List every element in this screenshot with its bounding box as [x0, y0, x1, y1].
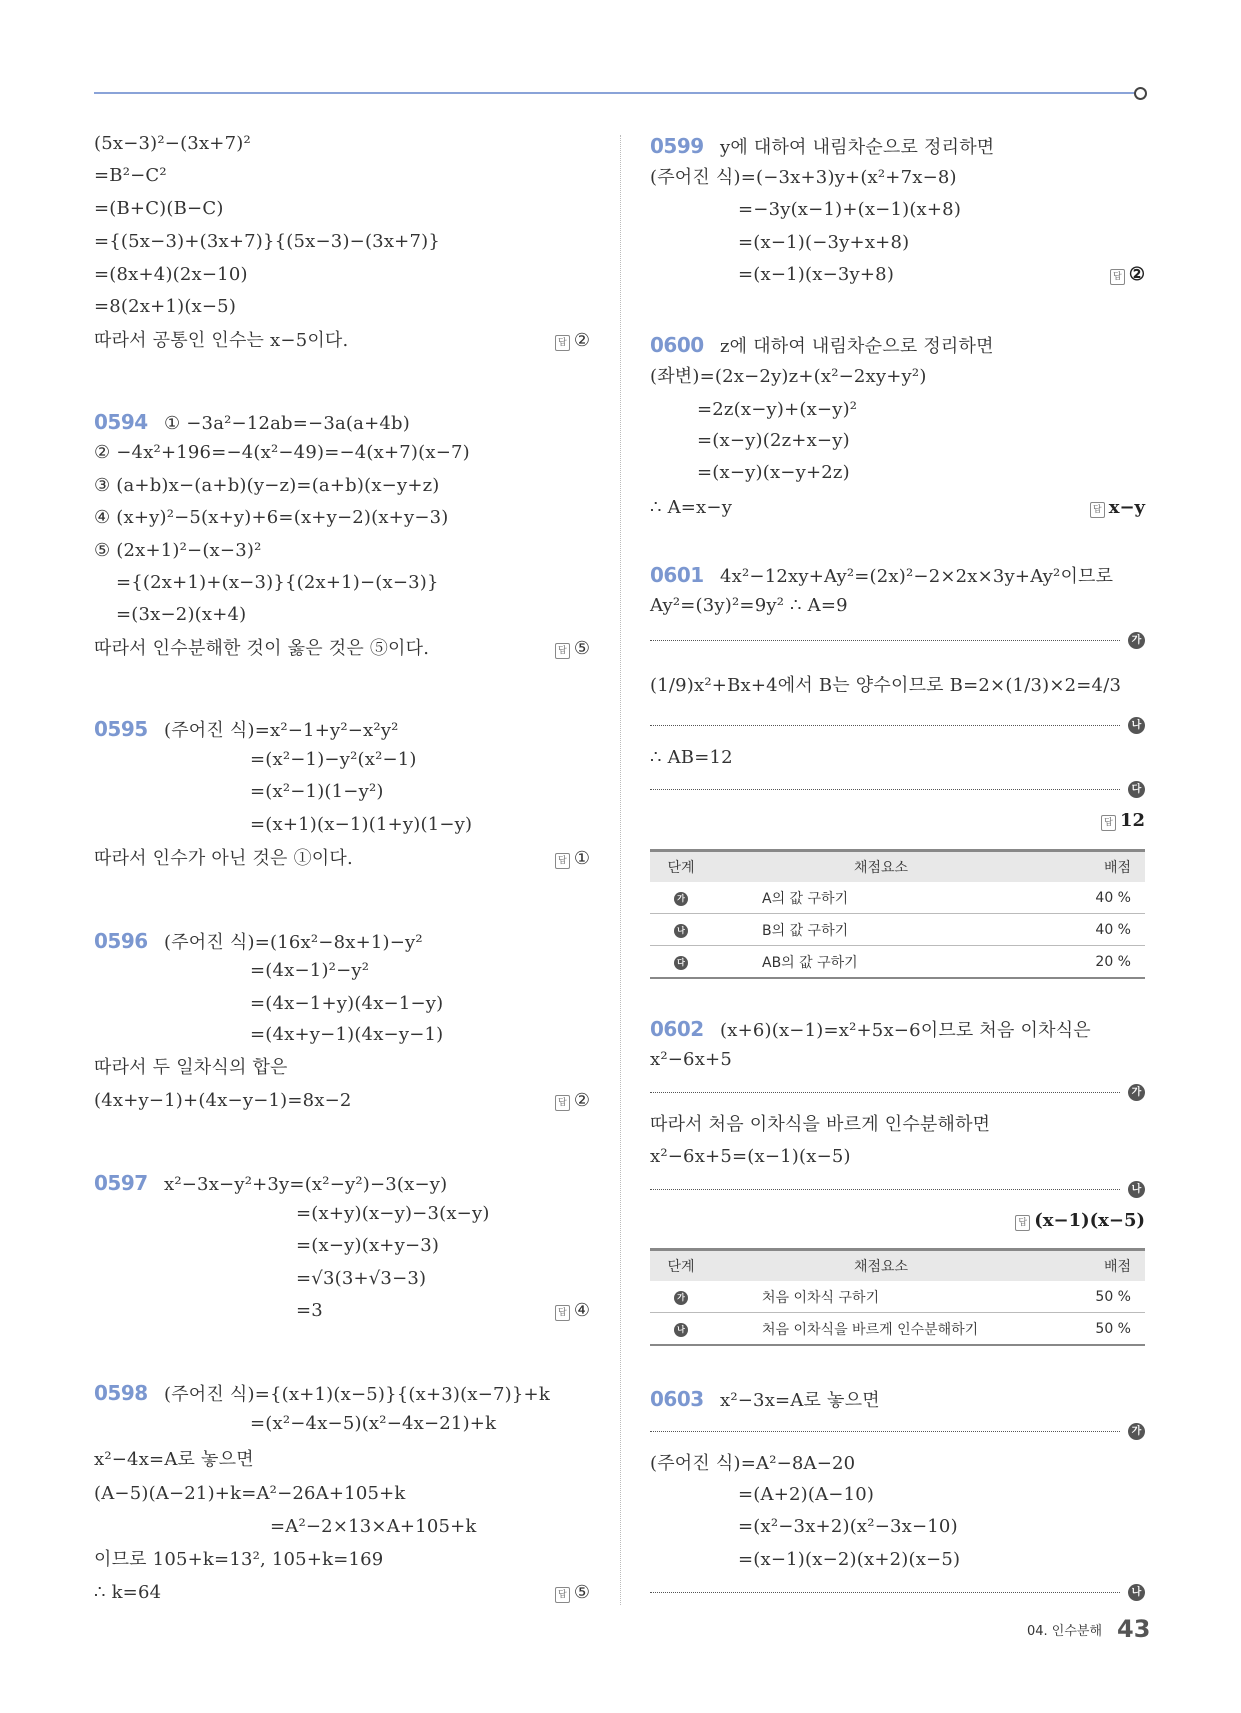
solution-text: =(x²−1)−y²(x²−1): [250, 749, 417, 770]
problem-number: 0599: [650, 134, 704, 158]
solution-line: [94, 229, 440, 255]
solution-text: =−3y(x−1)+(x−1)(x+8): [738, 199, 962, 220]
solution-line: [650, 673, 1121, 699]
solution-text: =3: [296, 1300, 323, 1321]
criteria: B의 값 구하기: [712, 914, 1050, 946]
step-mark-icon: 가: [674, 1291, 688, 1305]
answer-icon: 답: [1015, 1215, 1030, 1231]
answer-0601: [1020, 808, 1145, 834]
step-divider: [650, 1189, 1120, 1190]
column-divider: [620, 135, 621, 1605]
solution-line: [94, 473, 440, 499]
answer-marker: [995, 262, 1145, 288]
solution-line: [94, 163, 167, 189]
solution-text: ② −4x²+196=−4(x²−49)=−4(x+7)(x−7): [94, 442, 470, 463]
solution-text: =(B+C)(B−C): [94, 198, 224, 219]
solution-text: 이므로 105+k=13², 105+k=169: [94, 1549, 384, 1570]
solution-text: =A²−2×13×A+105+k: [270, 1516, 477, 1537]
solution-text: =(4x+y−1)(4x−y−1): [250, 1024, 444, 1045]
solution-line: [94, 196, 224, 222]
solution-line: [94, 131, 251, 157]
header-rule: [94, 92, 1136, 94]
solution-text: =(x²−3x+2)(x²−3x−10): [738, 1516, 958, 1537]
step-divider: [650, 640, 1120, 641]
solution-text: z에 대하여 내림차순으로 정리하면: [720, 336, 994, 357]
solution-text: Ay²=(3y)²=9y² ∴ A=9: [650, 595, 848, 616]
solution-text: ∴ A=x−y: [650, 497, 733, 518]
solution-line: [738, 1482, 874, 1508]
header-step: 단계: [650, 1250, 712, 1282]
solution-text: ④ (x+y)²−5(x+y)+6=(x+y−2)(x+y−3): [94, 507, 449, 528]
solution-text: ={(5x−3)+(3x+7)}{(5x−3)−(3x+7)}: [94, 231, 440, 252]
table-row: [650, 914, 1145, 946]
solution-text: y에 대하여 내림차순으로 정리하면: [720, 137, 995, 158]
answer-marker: [440, 1088, 590, 1114]
solution-line: [650, 165, 957, 191]
solution-text: (좌변)=(2x−2y)z+(x²−2xy+y²): [650, 366, 927, 387]
answer-0602: [935, 1208, 1145, 1234]
solution-line: [650, 1144, 851, 1170]
solution-line: [650, 562, 1113, 588]
scoring-table-0601: [650, 849, 1145, 979]
solution-line: [94, 928, 423, 954]
header-rule-end-dot: [1134, 87, 1147, 100]
solution-text: ={(2x+1)+(x−3)}{(2x+1)−(x−3)}: [116, 572, 439, 593]
solution-text: (주어진 식)=x²−1+y²−x²y²: [164, 720, 399, 741]
answer-marker: [440, 636, 590, 662]
header-score: 배점: [1050, 1250, 1145, 1282]
solution-line: [94, 328, 348, 354]
solution-line: [94, 538, 262, 564]
solution-line: [116, 602, 246, 628]
problem-number: 0601: [650, 563, 704, 587]
answer-value: ②: [573, 1090, 590, 1111]
solution-line: [250, 747, 417, 773]
solution-text: x²−4x=A로 놓으면: [94, 1449, 254, 1470]
answer-marker: [995, 495, 1145, 521]
solution-text: =B²−C²: [94, 165, 167, 186]
solution-line: [250, 991, 443, 1017]
step-mark-icon: 가: [674, 892, 688, 906]
solution-line: [94, 1380, 550, 1406]
solution-line: [738, 1547, 960, 1573]
criteria: AB의 값 구하기: [712, 946, 1050, 979]
answer-icon: 답: [1110, 269, 1125, 285]
solution-line: [296, 1298, 323, 1324]
solution-line: [738, 1514, 958, 1540]
solution-text: =(x²−4x−5)(x²−4x−21)+k: [250, 1413, 497, 1434]
page-number: 43: [1117, 1615, 1151, 1643]
answer-value: (x−1)(x−5): [1034, 1210, 1145, 1231]
answer-marker: [440, 1298, 590, 1324]
solution-text: =(x−1)(−3y+x+8): [738, 232, 910, 253]
solution-text: (1/9)x²+Bx+4에서 B는 양수이므로 B=2×(1/3)×2=4/3: [650, 675, 1122, 696]
answer-icon: 답: [555, 853, 570, 869]
solution-line: [94, 716, 399, 742]
solution-text: =√3(3+√3−3): [296, 1268, 427, 1289]
scoring-table-0602: [650, 1248, 1145, 1346]
solution-text: =(4x−1)²−y²: [250, 960, 370, 981]
solution-line: [94, 1447, 254, 1473]
solution-line: [94, 1055, 288, 1081]
step-mark-icon: 가: [1128, 1084, 1145, 1101]
table-row: [650, 882, 1145, 914]
score: 40 %: [1050, 914, 1145, 946]
solution-text: =(x+1)(x−1)(1+y)(1−y): [250, 814, 473, 835]
step-divider: [650, 725, 1120, 726]
solution-text: =(8x+4)(2x−10): [94, 264, 248, 285]
criteria: 처음 이차식 구하기: [712, 1281, 1050, 1313]
step-mark-icon: 다: [674, 956, 688, 970]
solution-text: 4x²−12xy+Ay²=(2x)²−2×2x×3y+Ay²이므로: [720, 566, 1114, 587]
solution-line: [250, 1022, 443, 1048]
solution-text: =(x²−1)(1−y²): [250, 781, 384, 802]
solution-text: =(x−1)(x−2)(x+2)(x−5): [738, 1549, 961, 1570]
solution-text: =8(2x+1)(x−5): [94, 296, 237, 317]
solution-line: [94, 294, 236, 320]
solution-text: 따라서 공통인 인수는 x−5이다.: [94, 330, 349, 351]
answer-value: ②: [573, 330, 590, 351]
step-divider: [650, 789, 1120, 790]
step-mark-icon: 나: [1128, 1181, 1145, 1198]
answer-value: ④: [573, 1300, 590, 1321]
solution-line: [94, 846, 353, 872]
problem-number: 0598: [94, 1381, 148, 1405]
score: 20 %: [1050, 946, 1145, 979]
solution-line: [650, 745, 733, 771]
solution-line: [650, 332, 994, 358]
answer-value: x−y: [1108, 497, 1145, 518]
answer-icon: 답: [1101, 815, 1116, 831]
solution-text: ③ (a+b)x−(a+b)(y−z)=(a+b)(x−y+z): [94, 475, 440, 496]
step-mark-icon: 가: [1128, 632, 1145, 649]
solution-line: [270, 1514, 477, 1540]
problem-number: 0596: [94, 929, 148, 953]
solution-text: =(x−1)(x−3y+8): [738, 264, 895, 285]
problem-number: 0600: [650, 333, 704, 357]
solution-line: [94, 505, 448, 531]
score: 40 %: [1050, 882, 1145, 914]
solution-line: [697, 460, 850, 486]
problem-number: 0595: [94, 717, 148, 741]
criteria: 처음 이차식을 바르게 인수분해하기: [712, 1313, 1050, 1346]
solution-line: [94, 1580, 161, 1606]
solution-text: (4x+y−1)+(4x−y−1)=8x−2: [94, 1090, 352, 1111]
answer-icon: 답: [555, 643, 570, 659]
solution-text: =(x−y)(x+y−3): [296, 1235, 440, 1256]
answer-value: ⑤: [573, 638, 590, 659]
solution-text: (x+6)(x−1)=x²+5x−6이므로 처음 이차식은: [720, 1020, 1091, 1041]
problem-number: 0603: [650, 1387, 704, 1411]
step-mark-icon: 나: [1128, 717, 1145, 734]
table-row: [650, 946, 1145, 979]
solution-text: (5x−3)²−(3x+7)²: [94, 133, 251, 154]
solution-line: [738, 230, 909, 256]
step-mark-icon: 다: [1128, 781, 1145, 798]
solution-text: =(4x−1+y)(4x−1−y): [250, 993, 444, 1014]
solution-line: [94, 262, 248, 288]
solution-line: [94, 1547, 383, 1573]
step-mark-icon: 나: [674, 1323, 688, 1337]
solution-line: [650, 1016, 1091, 1042]
solution-line: [296, 1233, 439, 1259]
problem-number: 0594: [94, 410, 148, 434]
solution-line: [94, 636, 429, 662]
answer-icon: 답: [555, 1095, 570, 1111]
answer-icon: 답: [1090, 502, 1105, 518]
solution-line: [94, 409, 410, 435]
solution-line: [250, 812, 472, 838]
solution-line: [650, 1451, 855, 1477]
answer-value: 12: [1119, 810, 1145, 831]
header-score: 배점: [1050, 851, 1145, 883]
solution-line: [296, 1201, 490, 1227]
solution-line: [250, 779, 384, 805]
solution-text: =2z(x−y)+(x−y)²: [697, 399, 858, 420]
solution-line: [94, 440, 470, 466]
solution-text: =(x−y)(2z+x−y): [697, 430, 850, 451]
solution-text: =(x+y)(x−y)−3(x−y): [296, 1203, 490, 1224]
criteria: A의 값 구하기: [712, 882, 1050, 914]
solution-text: x²−6x+5=(x−1)(x−5): [650, 1146, 851, 1167]
solution-text: (주어진 식)=A²−8A−20: [650, 1453, 856, 1474]
step-divider: [650, 1092, 1120, 1093]
answer-value: ②: [1128, 264, 1145, 285]
solution-line: [650, 1047, 732, 1073]
solution-line: [94, 1088, 352, 1114]
score: 50 %: [1050, 1281, 1145, 1313]
solution-text: =(A+2)(A−10): [738, 1484, 875, 1505]
solution-line: [697, 397, 857, 423]
solution-text: ① −3a²−12ab=−3a(a+4b): [164, 413, 410, 434]
solution-line: [650, 364, 927, 390]
solution-line: [738, 262, 894, 288]
answer-marker: [440, 1580, 590, 1606]
solution-line: [94, 1481, 406, 1507]
solution-line: [650, 1112, 990, 1138]
solution-text: x²−3x=A로 놓으면: [720, 1390, 880, 1411]
problem-number: 0602: [650, 1017, 704, 1041]
solution-text: =(3x−2)(x+4): [116, 604, 247, 625]
table-row: [650, 1313, 1145, 1346]
problem-number: 0597: [94, 1171, 148, 1195]
solution-text: (주어진 식)=(−3x+3)y+(x²+7x−8): [650, 167, 957, 188]
solution-line: [116, 570, 439, 596]
solution-text: ∴ AB=12: [650, 747, 733, 768]
solution-line: [650, 133, 994, 159]
solution-text: x²−6x+5: [650, 1049, 732, 1070]
table-row: [650, 1281, 1145, 1313]
step-mark-icon: 나: [674, 924, 688, 938]
solution-text: 따라서 처음 이차식을 바르게 인수분해하면: [650, 1114, 991, 1135]
answer-marker: [440, 846, 590, 872]
answer-marker: [440, 328, 590, 354]
answer-icon: 답: [555, 1305, 570, 1321]
step-mark-icon: 가: [1128, 1423, 1145, 1440]
step-divider: [650, 1592, 1120, 1593]
step-divider: [650, 1431, 1120, 1432]
solution-line: [250, 1411, 496, 1437]
solution-text: x²−3x−y²+3y=(x²−y²)−3(x−y): [164, 1174, 448, 1195]
header-criteria: 채점요소: [712, 1250, 1050, 1282]
footer-chapter: 04. 인수분해: [1027, 1624, 1103, 1639]
solution-text: (주어진 식)={(x+1)(x−5)}{(x+3)(x−7)}+k: [164, 1384, 550, 1405]
solution-text: 따라서 두 일차식의 합은: [94, 1057, 288, 1078]
solution-line: [94, 1170, 447, 1196]
solution-line: [250, 958, 369, 984]
solution-line: [697, 428, 850, 454]
solution-text: (주어진 식)=(16x²−8x+1)−y²: [164, 932, 423, 953]
solution-line: [650, 593, 848, 619]
solution-text: ∴ k=64: [94, 1582, 162, 1603]
solution-line: [650, 495, 732, 521]
solution-line: [650, 1386, 880, 1412]
solution-line: [738, 197, 961, 223]
step-mark-icon: 나: [1128, 1584, 1145, 1601]
answer-icon: 답: [555, 335, 570, 351]
answer-value: ①: [573, 848, 590, 869]
score: 50 %: [1050, 1313, 1145, 1346]
header-criteria: 채점요소: [712, 851, 1050, 883]
answer-icon: 답: [555, 1587, 570, 1603]
solution-text: ⑤ (2x+1)²−(x−3)²: [94, 540, 262, 561]
header-step: 단계: [650, 851, 712, 883]
solution-text: 따라서 인수가 아닌 것은 ①이다.: [94, 848, 353, 869]
answer-value: ⑤: [573, 1582, 590, 1603]
solution-text: 따라서 인수분해한 것이 옳은 것은 ⑤이다.: [94, 638, 430, 659]
solution-text: (A−5)(A−21)+k=A²−26A+105+k: [94, 1483, 406, 1504]
solution-line: [296, 1266, 426, 1292]
solution-text: =(x−y)(x−y+2z): [697, 462, 850, 483]
